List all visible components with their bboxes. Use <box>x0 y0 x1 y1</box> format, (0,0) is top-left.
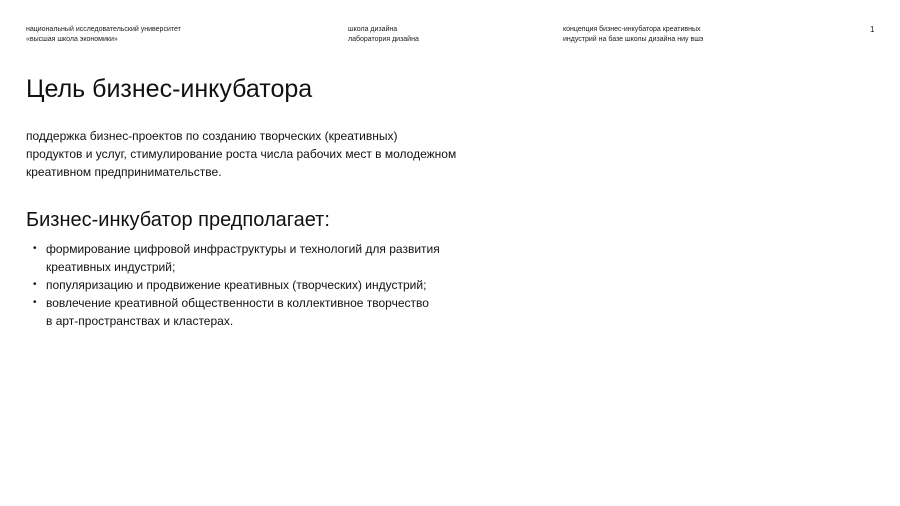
bullet-dot-icon: • <box>33 243 37 254</box>
header-university-line-1: национальный исследовательский университет <box>26 26 181 33</box>
list-item-line-1: формирование цифровой инфраструктуры и технологий для развития <box>46 242 440 256</box>
page-number: 1 <box>870 25 875 34</box>
list-item-line-2: креативных индустрий; <box>46 260 176 274</box>
list-item-line-1: вовлечение креативной общественности в коллективное творчество <box>46 296 429 310</box>
list-item <box>26 240 440 276</box>
goal-paragraph-line-1: поддержка бизнес-проектов по созданию творческих (креативных) <box>26 129 398 143</box>
header-concept <box>563 25 703 45</box>
header-university <box>26 25 181 45</box>
goal-paragraph <box>26 127 546 181</box>
page-title: Цель бизнес-инкубатора <box>26 75 313 103</box>
goal-paragraph-line-3: креативном предпринимательстве. <box>26 165 222 179</box>
list-item-line-2: в арт-пространствах и кластерах. <box>46 314 234 328</box>
header-school-line-2: лаборатория дизайна <box>348 36 419 43</box>
bullet-list <box>26 240 440 330</box>
header-concept-line-1: концепция бизнес-инкубатора креативных <box>563 26 701 33</box>
bullet-dot-icon: • <box>33 297 37 308</box>
header-concept-line-2: индустрий на базе школы дизайна ниу вшэ <box>563 36 704 43</box>
bullet-dot-icon: • <box>33 279 37 290</box>
header-school-line-1: школа дизайна <box>348 26 398 33</box>
list-item <box>26 294 440 330</box>
header-university-line-2: «высшая школа экономики» <box>26 36 118 43</box>
section-subtitle: Бизнес-инкубатор предполагает: <box>26 209 330 231</box>
list-item <box>26 276 440 294</box>
goal-paragraph-line-2: продуктов и услуг, стимулирование роста числа рабочих мест в молодежном <box>26 147 457 161</box>
list-item-line-1: популяризацию и продвижение креативных (творческих) индустрий; <box>46 278 427 292</box>
header-school <box>348 25 419 45</box>
